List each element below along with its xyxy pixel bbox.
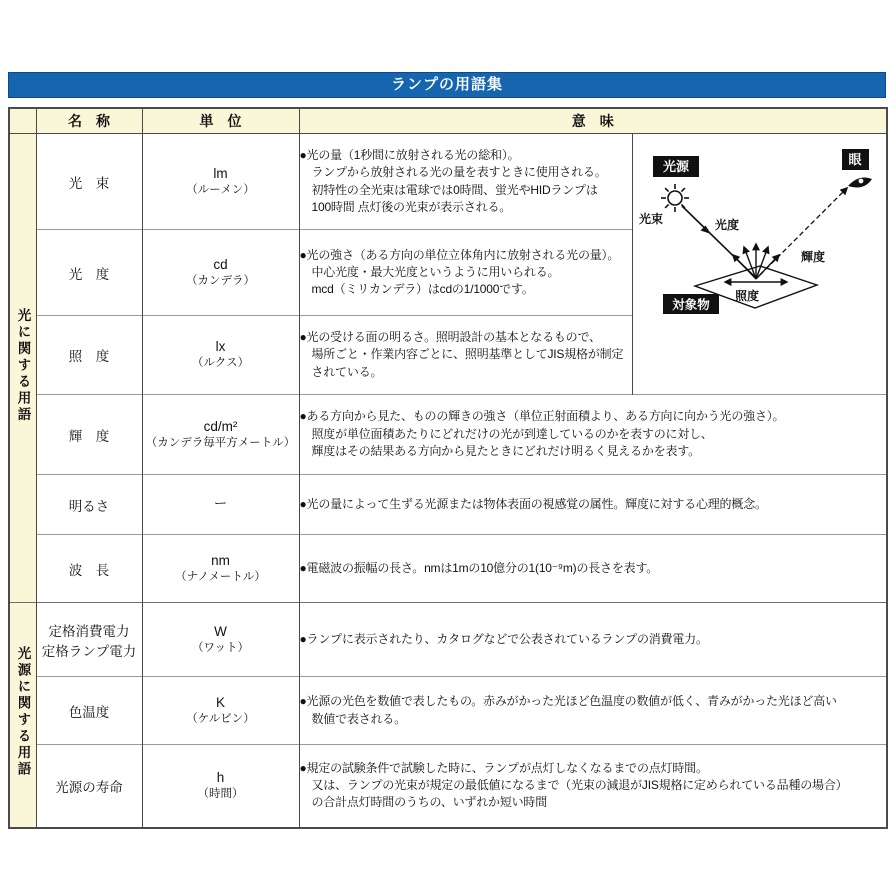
- meaning-cell: ●光の受ける面の明るさ。照明設計の基本となるもので、 場所ごと・作業内容ごとに、照明基準としてJIS規格が制定 されている。: [299, 315, 632, 394]
- unit-cell: [142, 134, 299, 230]
- term-name-cell: [36, 315, 142, 394]
- header-unit: 単 位: [142, 108, 299, 134]
- unit-symbol: lx: [215, 339, 226, 355]
- unit-cell: [142, 603, 299, 677]
- term-name-cell: [36, 603, 142, 677]
- header-meaning: 意 味: [299, 108, 887, 134]
- table-row: [9, 745, 887, 828]
- eye-label: 眼: [847, 152, 862, 167]
- table-row: [9, 134, 887, 230]
- unit-symbol: ー: [213, 496, 228, 512]
- term-name: 光源の寿命: [55, 779, 123, 795]
- table-row: [9, 475, 887, 535]
- unit-reading: （ルクス）: [191, 357, 250, 370]
- term-name: 光 束: [68, 175, 110, 191]
- term-name-cell: [36, 535, 142, 603]
- page-title: ランプの用語集: [8, 72, 886, 98]
- term-name-cell: [36, 134, 142, 230]
- term-name-cell: [36, 475, 142, 535]
- term-name: 光 度: [68, 266, 110, 282]
- unit-reading: （ナノメートル）: [175, 570, 266, 583]
- unit-cell: [142, 395, 299, 475]
- section-label-light: [9, 134, 36, 603]
- section-label-text: 光に関する用語: [15, 307, 31, 424]
- meaning-cell: ●光の量によって生ずる光源または物体表面の視感覚の属性。輝度に対する心理的概念。: [299, 475, 887, 535]
- luminance-label: 輝度: [800, 250, 825, 264]
- term-name: 波 長: [68, 562, 110, 578]
- term-name-cell: [36, 677, 142, 745]
- header-row: [9, 108, 887, 134]
- term-name: 定格消費電力: [48, 623, 130, 639]
- meaning-cell: ●規定の試験条件で試験した時に、ランプが点灯しなくなるまでの点灯時間。 又は、ランプの光束が規定の最低値になるまで（光束の減退がJIS規格に定められている品種の場合） の合計点灯時間のうちの、いずれか短い時間: [299, 745, 887, 828]
- term-name-cell: [36, 230, 142, 315]
- unit-cell: [142, 475, 299, 535]
- meaning-cell: ●電磁波の振幅の長さ。nmは1mの10億分の1(10⁻⁹m)の長さを表す。: [299, 535, 887, 603]
- header-name: 名 称: [36, 108, 142, 134]
- meaning-cell: ●光源の光色を数値で表したもの。赤みがかった光ほど色温度の数値が低く、青みがかった光ほど高い 数値で表される。: [299, 677, 887, 745]
- light-diagram-svg: [633, 134, 886, 389]
- term-name: 色温度: [68, 704, 110, 720]
- light-source-label: 光源: [662, 159, 689, 174]
- unit-symbol: h: [216, 769, 225, 785]
- table-row: [9, 395, 887, 475]
- unit-reading: （時間）: [197, 788, 244, 801]
- unit-reading: （カンデラ毎平方メートル）: [145, 436, 296, 449]
- meaning-cell: ●ある方向から見た、ものの輝きの強さ（単位正射面積より、ある方向に向かう光の強さ）。 照度が単位面積あたりにどれだけの光が到達しているのかを表すのに対し、 輝度はその結果ある方向から見たときにどれだけ明るく見えるかを表す。: [299, 395, 887, 475]
- unit-cell: [142, 230, 299, 315]
- unit-symbol: cd: [213, 256, 228, 272]
- meaning-cell: ●ランプに表示されたり、カタログなどで公表されているランプの消費電力。: [299, 603, 887, 677]
- unit-reading: （ルーメン）: [186, 184, 255, 197]
- unit-symbol: W: [214, 623, 227, 639]
- header-corner-cell: [9, 108, 36, 134]
- eye-icon: [848, 178, 872, 188]
- glossary-table: [8, 107, 888, 829]
- term-name: 定格ランプ電力: [41, 643, 137, 659]
- term-name: 輝 度: [68, 428, 110, 444]
- term-name: 明るさ: [68, 498, 110, 514]
- unit-reading: （ワット）: [192, 641, 249, 654]
- unit-symbol: cd/m²: [203, 418, 238, 434]
- term-name-cell: [36, 745, 142, 828]
- term-name: 照 度: [68, 348, 110, 364]
- unit-cell: [142, 315, 299, 394]
- unit-cell: [142, 745, 299, 828]
- unit-reading: （ケルビン）: [186, 712, 255, 725]
- table-row: [9, 603, 887, 677]
- object-label: 対象物: [671, 298, 710, 312]
- unit-symbol: lm: [213, 165, 228, 181]
- unit-symbol: nm: [211, 552, 230, 568]
- illuminance-label: 照度: [734, 289, 759, 303]
- light-terms-diagram: [632, 134, 887, 395]
- term-name-cell: [36, 395, 142, 475]
- section-label-text: 光源に関する用語: [15, 646, 31, 779]
- unit-cell: [142, 535, 299, 603]
- luminous-flux-label: 光束: [638, 212, 663, 226]
- illuminance-arrows: [725, 244, 787, 282]
- unit-symbol: K: [215, 694, 225, 710]
- meaning-cell: ●光の量（1秒間に放射される光の総和）。 ランプから放射される光の量を表すときに使用される。 初特性の全光束は電球では0時間、蛍光やHIDランプは 100時間 点灯後の光束が表示される。: [299, 134, 632, 230]
- luminous-intensity-label: 光度: [714, 218, 739, 232]
- unit-cell: [142, 677, 299, 745]
- unit-reading: （カンデラ）: [186, 274, 255, 287]
- table-row: [9, 677, 887, 745]
- table-row: [9, 535, 887, 603]
- section-label-light-source: [9, 603, 36, 828]
- meaning-cell: ●光の強さ（ある方向の単位立体角内に放射される光の量）。 中心光度・最大光度というように用いられる。 mcd（ミリカンデラ）はcdの1/1000です。: [299, 230, 632, 315]
